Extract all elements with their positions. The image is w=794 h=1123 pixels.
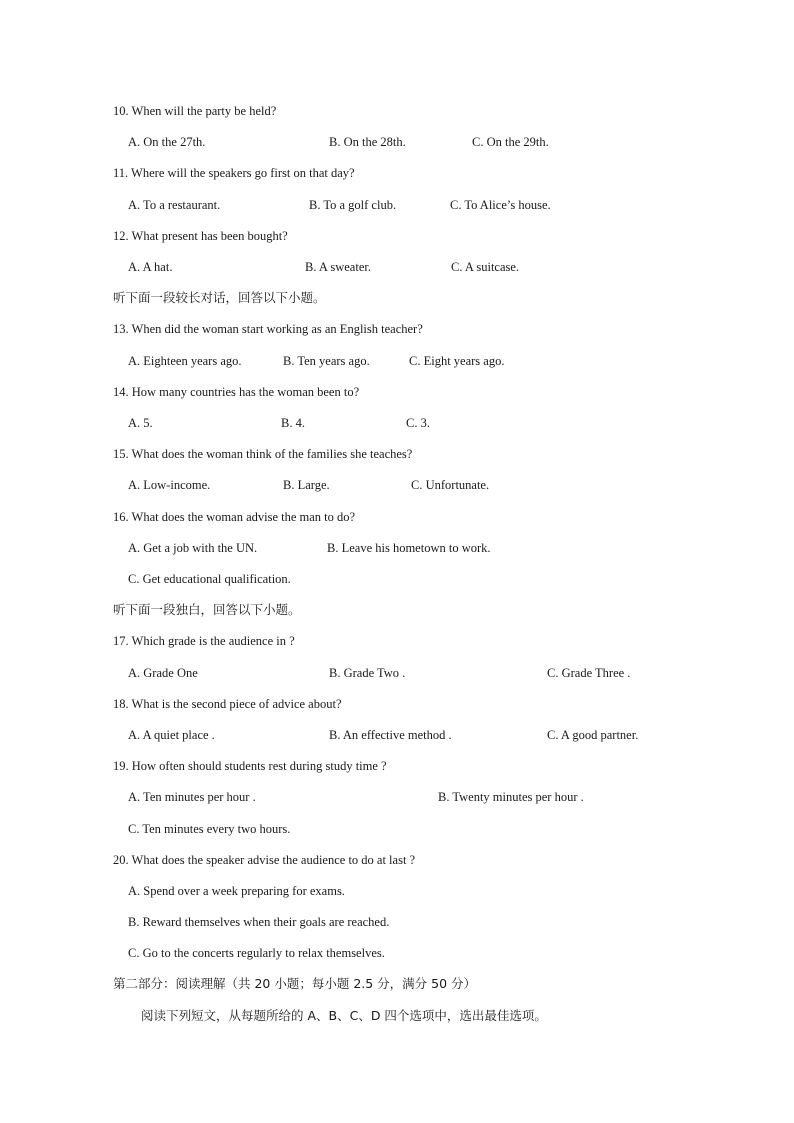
q12-option-b: B. A sweater.	[305, 260, 371, 274]
q15-option-b: B. Large.	[283, 478, 330, 492]
q11-option-c: C. To Alice’s house.	[450, 198, 551, 212]
part2-heading: 第二部分：阅读理解（共 20 小题；每小题 2.5 分，满分 50 分）	[113, 976, 477, 991]
question-15: 15. What does the woman think of the families she teaches?	[113, 447, 413, 461]
q11-option-b: B. To a golf club.	[309, 198, 397, 212]
q10-option-b: B. On the 28th.	[329, 135, 406, 149]
q14-option-c: C. 3.	[406, 416, 430, 430]
section-note-long-dialogue: 听下面一段较长对话，回答以下小题。	[113, 290, 326, 305]
q18-option-c: C. A good partner.	[547, 728, 639, 742]
q17-option-a: A. Grade One	[128, 666, 198, 680]
q12-option-a: A. A hat.	[128, 260, 173, 274]
q14-option-a: A. 5.	[128, 416, 153, 430]
question-17: 17. Which grade is the audience in ?	[113, 634, 295, 648]
q16-option-c: C. Get educational qualification.	[128, 572, 291, 586]
question-16: 16. What does the woman advise the man to do?	[113, 510, 356, 524]
question-19: 19. How often should students rest during study time ?	[113, 759, 387, 773]
q18-option-a: A. A quiet place .	[128, 728, 215, 742]
q19-option-c: C. Ten minutes every two hours.	[128, 822, 291, 836]
q11-option-a: A. To a restaurant.	[128, 198, 221, 212]
question-13: 13. When did the woman start working as an English teacher?	[113, 322, 423, 336]
q16-option-a: A. Get a job with the UN.	[128, 541, 258, 555]
q16-option-b: B. Leave his hometown to work.	[327, 541, 491, 555]
question-10: 10. When will the party be held?	[113, 104, 277, 118]
q14-option-b: B. 4.	[281, 416, 305, 430]
q12-option-c: C. A suitcase.	[451, 260, 520, 274]
question-11: 11. Where will the speakers go first on that day?	[113, 166, 355, 180]
section-note-monologue: 听下面一段独白，回答以下小题。	[113, 602, 301, 617]
q17-option-c: C. Grade Three .	[547, 666, 631, 680]
q20-option-b: B. Reward themselves when their goals are reached.	[128, 915, 390, 929]
q13-option-b: B. Ten years ago.	[283, 354, 370, 368]
q10-option-a: A. On the 27th.	[128, 135, 206, 149]
question-12: 12. What present has been bought?	[113, 229, 288, 243]
question-18: 18. What is the second piece of advice about?	[113, 697, 342, 711]
q19-option-a: A. Ten minutes per hour .	[128, 790, 256, 804]
q13-option-a: A. Eighteen years ago.	[128, 354, 242, 368]
question-20: 20. What does the speaker advise the audience to do at last ?	[113, 853, 416, 867]
q17-option-b: B. Grade Two .	[329, 666, 406, 680]
q20-option-c: C. Go to the concerts regularly to relax themselves.	[128, 946, 385, 960]
q10-option-c: C. On the 29th.	[472, 135, 549, 149]
q13-option-c: C. Eight years ago.	[409, 354, 505, 368]
part2-instruction: 阅读下列短文，从每题所给的 A、B、C、D 四个选项中，选出最佳选项。	[141, 1008, 547, 1023]
q20-option-a: A. Spend over a week preparing for exams.	[128, 884, 345, 898]
question-14: 14. How many countries has the woman been to?	[113, 385, 360, 399]
q15-option-c: C. Unfortunate.	[411, 478, 490, 492]
q19-option-b: B. Twenty minutes per hour .	[438, 790, 584, 804]
q15-option-a: A. Low-income.	[128, 478, 211, 492]
q18-option-b: B. An effective method .	[329, 728, 452, 742]
